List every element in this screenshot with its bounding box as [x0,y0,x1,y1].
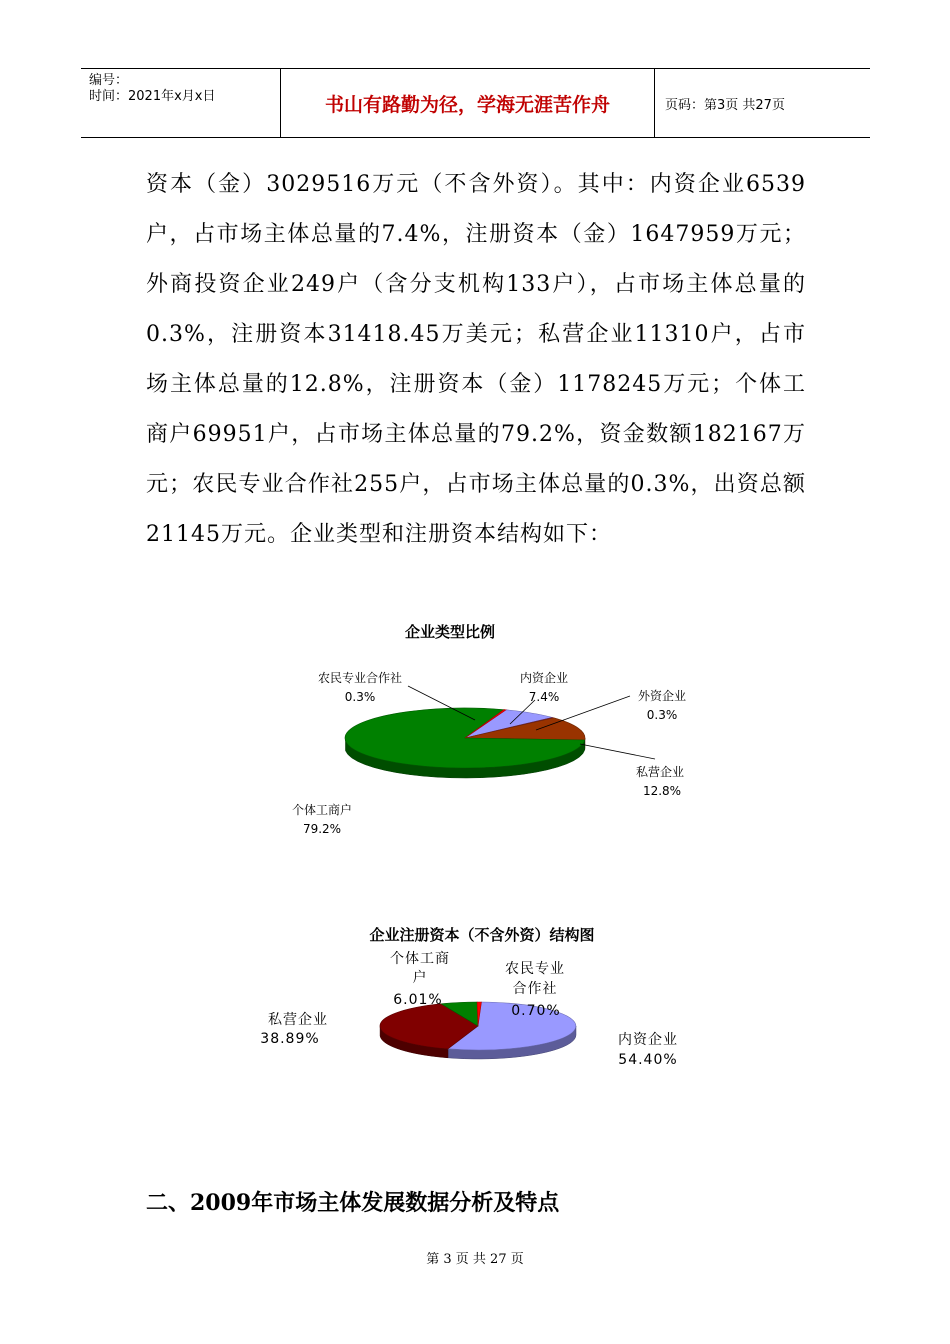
chart2-value-coop: 0.70% [511,1003,561,1019]
chart1-value-individual: 79.2% [302,822,342,836]
chart2-value-private: 38.89% [260,1031,320,1047]
chart2-value-individual: 6.01% [393,992,443,1008]
chart1-label-coop: 农民专业合作社 [317,671,403,685]
body-paragraph: 资本（金）3029516万元（不含外资）。其中：内资企业6539户，占市场主体总量的7.4%，注册资本（金）1647959万元；外商投资企业249户（含分支机构133户），占市场主体总量的0.3%，注册资本31418.45万美元；私营企业11310户，占市场主体总量的12.8%，注册资本（金）1178245万元；个体工商户69951户，占市场主体总量的79.2%，资金数额182167万元；农民专业合作社255户，占市场主体总量的0.3%，出资总额21145万元。企业类型和注册资本结构如下： [146,172,806,547]
chart2-title: 企业注册资本（不含外资）结构图 [369,926,595,944]
chart2-label-coop: 农民专业合作社 [505,961,565,997]
chart1-slices [345,708,585,778]
chart1-value-foreign: 0.3% [646,708,678,722]
section-heading: 二、2009年市场主体发展数据分析及特点 [146,1190,560,1216]
chart1-label-private: 私营企业 [635,765,685,779]
chart2-svg [230,918,720,1098]
chart1-label-foreign: 外资企业 [637,689,687,703]
chart1-leader-private [580,744,655,759]
page-header [81,68,870,138]
chart2-label-private: 私营企业 [268,1012,328,1028]
chart1-value-domestic: 7.4% [528,690,560,704]
chart1-value-private: 12.8% [642,784,682,798]
header-meta [81,69,281,137]
doc-time-label: 时间：2021年x月x日 [89,89,216,104]
chart1-label-individual: 个体工商户 [291,803,353,817]
header-page-info: 页码：第3页 共27页 [665,97,785,113]
body-paragraph-block [146,160,806,560]
chart1-label-domestic: 内资企业 [519,671,569,685]
chart2-value-domestic: 54.40% [618,1052,678,1068]
chart1-value-coop: 0.3% [344,690,376,704]
pie-chart-enterprise-types [270,612,710,852]
chart1-svg [270,612,710,852]
chart2-label-individual: 个体工商户 [390,951,450,986]
chart1-title: 企业类型比例 [404,623,496,641]
chart2-label-domestic: 内资企业 [618,1032,678,1048]
pie-chart-registered-capital [230,918,720,1098]
header-motto: 书山有路勤为径，学海无涯苦作舟 [281,69,655,137]
page-footer: 第 3 页 共 27 页 [426,1252,524,1267]
doc-number-label: 编号： [89,73,129,88]
